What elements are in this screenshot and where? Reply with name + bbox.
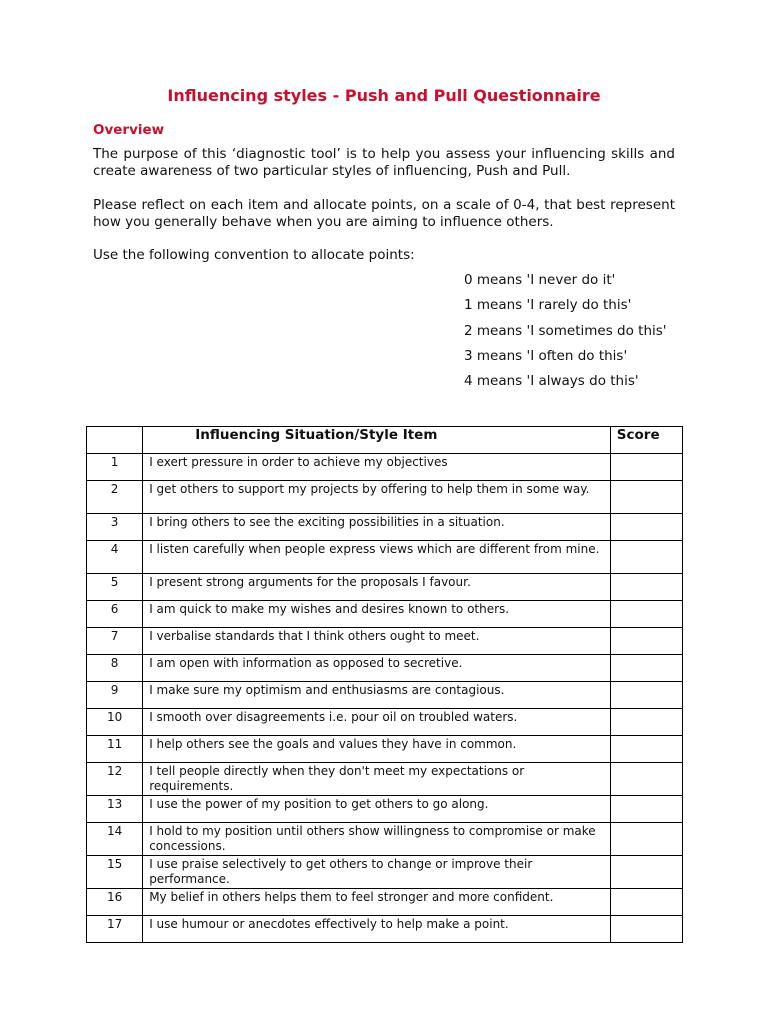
row-item-text: I bring others to see the exciting possibilities in a situation. xyxy=(143,514,611,541)
table-row xyxy=(87,709,683,736)
row-number: 12 xyxy=(87,763,143,796)
row-item-text: I hold to my position until others show willingness to compromise or make concessions. xyxy=(143,823,611,856)
row-number: 14 xyxy=(87,823,143,856)
score-cell[interactable] xyxy=(610,541,682,574)
score-cell[interactable] xyxy=(610,916,682,943)
table-row xyxy=(87,628,683,655)
instruction-paragraph: Please reflect on each item and allocate points, on a scale of 0-4, that best represent how you generally behave when you are aiming to influence others. xyxy=(93,197,675,230)
score-cell[interactable] xyxy=(610,682,682,709)
header-item-cell: Influencing Situation/Style Item xyxy=(143,427,611,454)
table-row xyxy=(87,916,683,943)
row-item-text: I smooth over disagreements i.e. pour oil on troubled waters. xyxy=(143,709,611,736)
score-cell[interactable] xyxy=(610,655,682,682)
row-number: 15 xyxy=(87,856,143,889)
table-row xyxy=(87,454,683,481)
scale-item-4: 4 means 'I always do this' xyxy=(464,373,639,390)
row-item-text: I use humour or anecdotes effectively to help make a point. xyxy=(143,916,611,943)
row-item-text: I present strong arguments for the proposals I favour. xyxy=(143,574,611,601)
score-cell[interactable] xyxy=(610,454,682,481)
row-item-text: I tell people directly when they don't meet my expectations or requirements. xyxy=(143,763,611,796)
score-cell[interactable] xyxy=(610,763,682,796)
row-item-text: I help others see the goals and values they have in common. xyxy=(143,736,611,763)
table-header-row xyxy=(87,427,683,454)
row-item-text: I am quick to make my wishes and desires known to others. xyxy=(143,601,611,628)
score-cell[interactable] xyxy=(610,514,682,541)
row-item-text: I use the power of my position to get others to go along. xyxy=(143,796,611,823)
table-row xyxy=(87,514,683,541)
score-cell[interactable] xyxy=(610,628,682,655)
row-number: 17 xyxy=(87,916,143,943)
table-row xyxy=(87,796,683,823)
row-item-text: I verbalise standards that I think others ought to meet. xyxy=(143,628,611,655)
table-row xyxy=(87,889,683,916)
table-row xyxy=(87,541,683,574)
row-number: 5 xyxy=(87,574,143,601)
row-item-text: I exert pressure in order to achieve my objectives xyxy=(143,454,611,481)
table-row xyxy=(87,655,683,682)
score-cell[interactable] xyxy=(610,601,682,628)
score-cell[interactable] xyxy=(610,709,682,736)
table-row xyxy=(87,481,683,514)
row-number: 1 xyxy=(87,454,143,481)
row-item-text: I get others to support my projects by offering to help them in some way. xyxy=(143,481,611,514)
score-cell[interactable] xyxy=(610,481,682,514)
overview-heading: Overview xyxy=(93,122,165,138)
row-item-text: I use praise selectively to get others to change or improve their performance. xyxy=(143,856,611,889)
row-item-text: My belief in others helps them to feel stronger and more confident. xyxy=(143,889,611,916)
score-cell[interactable] xyxy=(610,889,682,916)
row-item-text: I make sure my optimism and enthusiasms are contagious. xyxy=(143,682,611,709)
row-number: 4 xyxy=(87,541,143,574)
intro-paragraph: The purpose of this ‘diagnostic tool’ is to help you assess your influencing skills and create awareness of two particular styles of influencing, Push and Pull. xyxy=(93,146,675,179)
row-number: 2 xyxy=(87,481,143,514)
row-number: 11 xyxy=(87,736,143,763)
convention-paragraph: Use the following convention to allocate points: xyxy=(93,247,415,263)
row-number: 7 xyxy=(87,628,143,655)
row-number: 9 xyxy=(87,682,143,709)
row-number: 16 xyxy=(87,889,143,916)
score-cell[interactable] xyxy=(610,856,682,889)
table-row xyxy=(87,601,683,628)
row-number: 13 xyxy=(87,796,143,823)
table-row xyxy=(87,856,683,889)
table-row xyxy=(87,763,683,796)
scale-item-1: 1 means 'I rarely do this' xyxy=(464,297,632,314)
score-cell[interactable] xyxy=(610,823,682,856)
row-number: 3 xyxy=(87,514,143,541)
score-cell[interactable] xyxy=(610,736,682,763)
questionnaire-table xyxy=(86,426,683,943)
header-score-cell: Score xyxy=(610,427,682,454)
scale-item-3: 3 means 'I often do this' xyxy=(464,347,628,364)
row-number: 10 xyxy=(87,709,143,736)
score-cell[interactable] xyxy=(610,574,682,601)
table-row xyxy=(87,682,683,709)
document-title: Influencing styles - Push and Pull Questionnaire xyxy=(167,86,601,105)
header-number-cell xyxy=(87,427,143,454)
scale-item-2: 2 means 'I sometimes do this' xyxy=(464,322,667,339)
table-row xyxy=(87,574,683,601)
score-cell[interactable] xyxy=(610,796,682,823)
scale-item-0: 0 means 'I never do it' xyxy=(464,272,616,288)
table-row xyxy=(87,823,683,856)
row-number: 8 xyxy=(87,655,143,682)
row-item-text: I am open with information as opposed to secretive. xyxy=(143,655,611,682)
row-number: 6 xyxy=(87,601,143,628)
table-row xyxy=(87,736,683,763)
row-item-text: I listen carefully when people express views which are different from mine. xyxy=(143,541,611,574)
scale-legend xyxy=(464,272,667,398)
